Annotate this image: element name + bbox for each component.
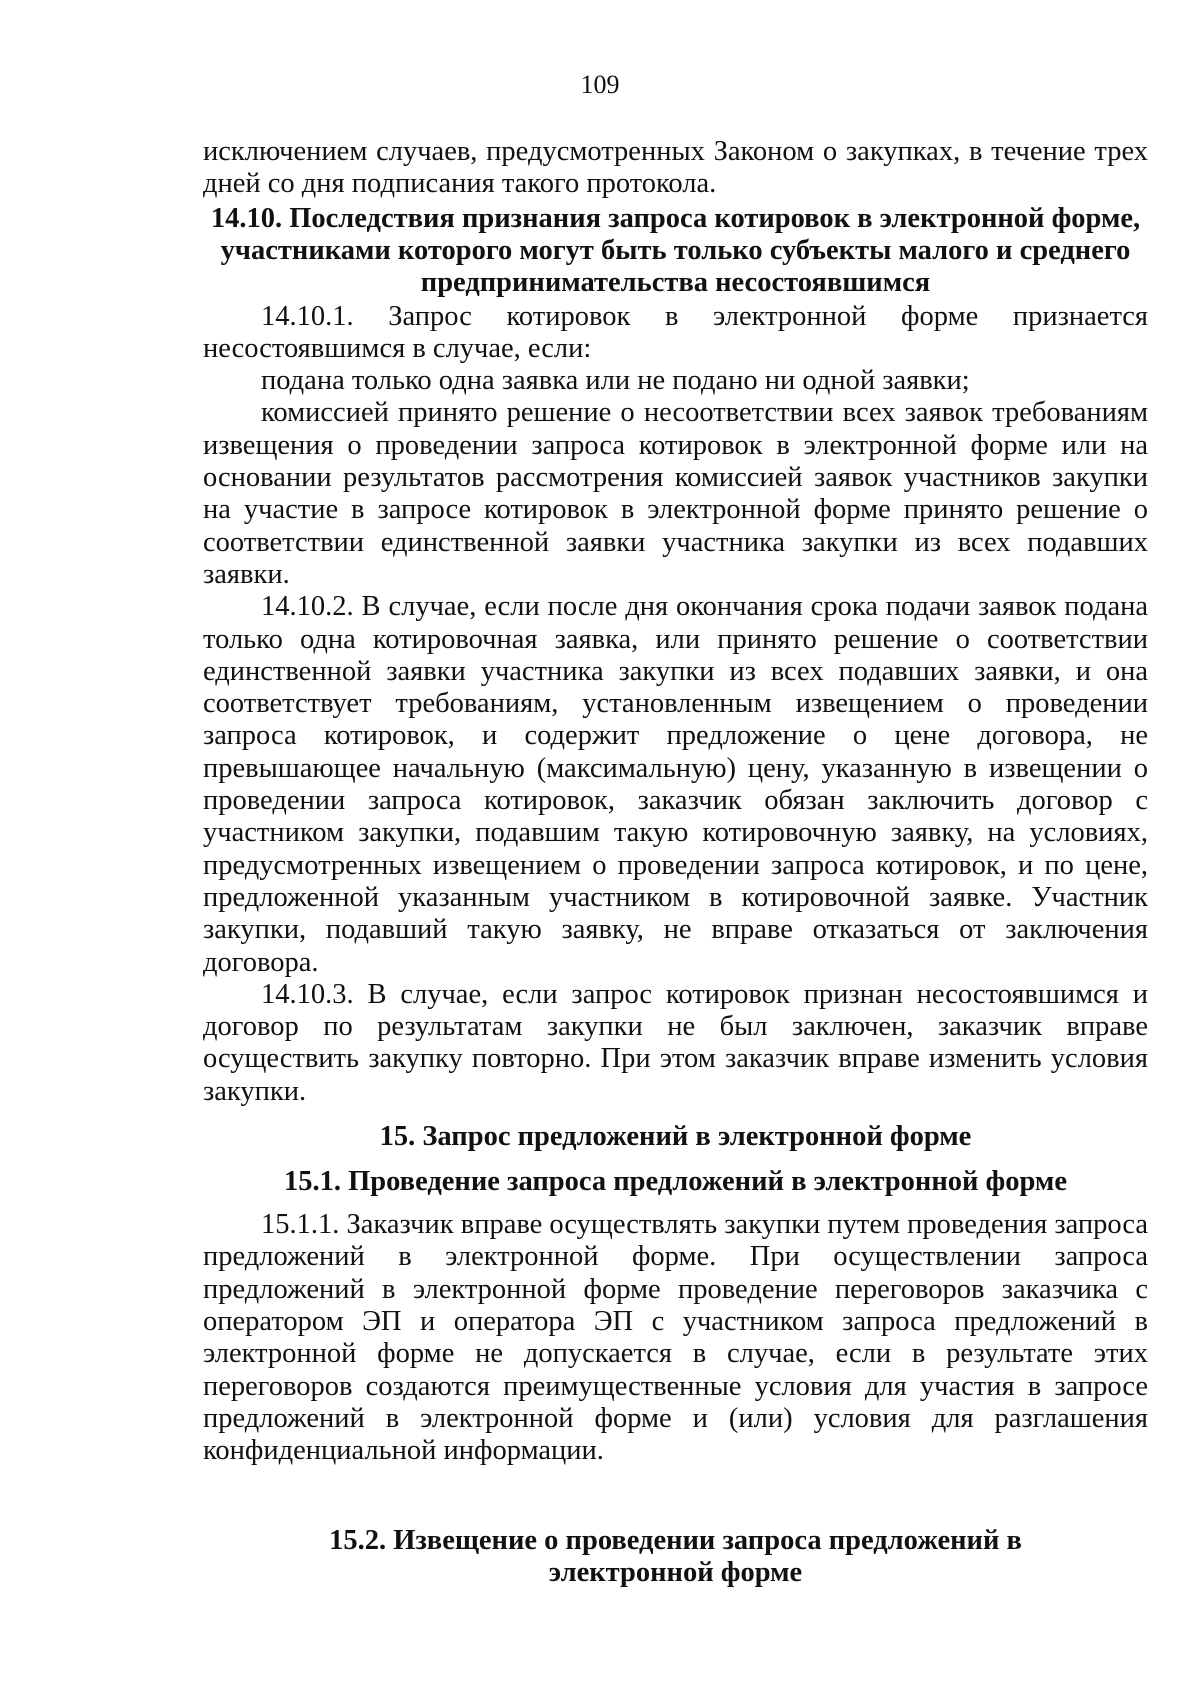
section-15-1-heading: 15.1. Проведение запроса предложений в электронной форме [284,1166,1067,1198]
section-15-heading: 15. Запрос предложений в электронной форме [379,1121,972,1153]
section-14-10-heading: 14.10. Последствия признания запроса котировок в электронной форме, участниками которого могут быть только субъекты малого и среднего предпринимательства несостоявшимся [210,202,1141,298]
paragraph-15-1-1: 15.1.1. Заказчик вправе осуществлять закупки путем проведения запроса предложений в электронной форме. При осуществлении запроса предложений в электронной форме проведение переговоров заказчика с оператором ЭП и оператора ЭП с участником запроса предложений в электронной форме не допускается в случае, если в результате этих переговоров создаются преимущественные условия для участия в запросе предложений в электронной форме и (или) условия для разглашения конфиденциальной информации. [203,1209,1148,1467]
document-body [203,136,1148,1589]
page-number: 109 [580,70,620,99]
intro-paragraph: исключением случаев, предусмотренных Законом о закупках, в течение трех дней со дня подписания такого протокола. [203,136,1148,200]
paragraph-14-10-1: 14.10.1. Запрос котировок в электронной форме признается несостоявшимся в случае, если: [203,300,1148,364]
paragraph-14-10-2: 14.10.2. В случае, если после дня окончания срока подачи заявок подана только одна котировочная заявка, или принято решение о соответствии единственной заявки участника закупки из всех подавших заявки, и она соответствует требованиям, установленным извещением о проведении запроса котировок, и содержит предложение о цене договора, не превышающее начальную (максимальную) цену, указанную в извещении о проведении запроса котировок, заказчик обязан заключить договор с участником закупки, подавшим такую котировочную заявку, на условиях, предусмотренных извещением о проведении запроса котировок, и по цене, предложенной указанным участником в котировочной заявке. Участник закупки, подавший такую заявку, не вправе отказаться от заключения договора. [203,591,1148,978]
section-15-2-heading: 15.2. Извещение о проведении запроса предложений в электронной форме [329,1525,1022,1589]
paragraph-14-10-3: 14.10.3. В случае, если запрос котировок признан несостоявшимся и договор по результатам закупки не был заключен, заказчик вправе осуществить закупку повторно. При этом заказчик вправе изменить условия закупки. [203,978,1148,1107]
paragraph-14-10-1-item-b: комиссией принято решение о несоответствии всех заявок требованиям извещения о проведении запроса котировок в электронной форме или на основании результатов рассмотрения комиссией заявок участников закупки на участие в запросе котировок в электронной форме принято решение о соответствии единственной заявки участника закупки из всех подавших заявки. [203,397,1148,590]
paragraph-14-10-1-item-a: подана только одна заявка или не подано ни одной заявки; [261,365,970,397]
